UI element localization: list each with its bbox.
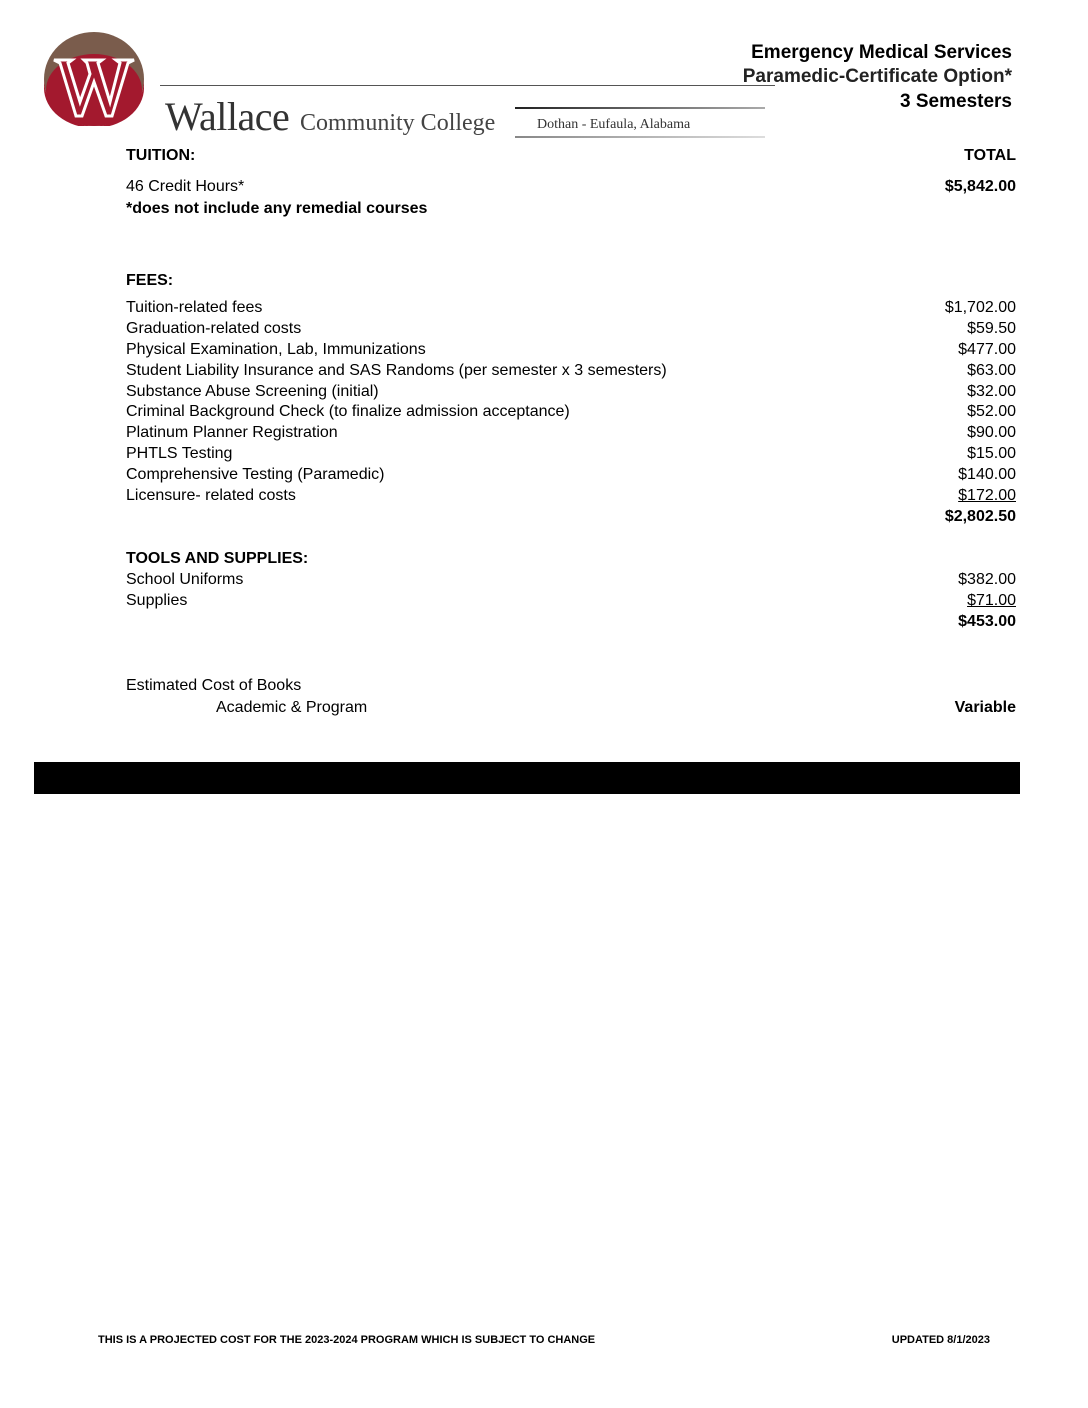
fee-row	[126, 464, 1016, 485]
books-sub-row	[126, 697, 1016, 718]
fee-amount: $1,702.00	[944, 299, 1016, 316]
fee-label: PHTLS Testing	[126, 445, 233, 462]
logo-divider-bottom	[515, 136, 765, 138]
fee-amount: $52.00	[967, 403, 1016, 420]
books-sub-label: Academic & Program	[216, 699, 368, 716]
fee-label: Tuition-related fees	[126, 299, 263, 316]
fee-row	[126, 485, 1016, 506]
tool-row	[126, 569, 1016, 590]
fee-row	[126, 381, 1016, 402]
tuition-note: *does not include any remedial courses	[126, 200, 428, 217]
total-column-label: TOTAL	[964, 147, 1016, 164]
tools-heading-row	[126, 548, 1016, 569]
fee-amount: $140.00	[958, 466, 1016, 483]
tool-row	[126, 590, 1016, 611]
college-logo-icon	[44, 32, 144, 126]
redaction-bar	[34, 762, 1020, 794]
footer-disclaimer: THIS IS A PROJECTED COST FOR THE 2023-2024 PROGRAM WHICH IS SUBJECT TO CHANGE	[98, 1334, 596, 1346]
books-value: Variable	[954, 699, 1016, 716]
fee-row	[126, 422, 1016, 443]
fees-subtotal: $2,802.50	[944, 508, 1016, 525]
fee-label: Criminal Background Check (to finalize admission acceptance)	[126, 403, 570, 420]
credit-hours-amount: $5,842.00	[944, 178, 1016, 195]
fee-amount: $59.50	[967, 320, 1016, 337]
fee-label: Graduation-related costs	[126, 320, 302, 337]
tool-label: Supplies	[126, 592, 188, 609]
tuition-header-row	[126, 145, 1016, 166]
fee-row	[126, 401, 1016, 422]
tuition-note-row	[126, 198, 1016, 219]
program-option: Paramedic-Certificate Option*	[742, 66, 1012, 87]
logo-community-college-text: Community College	[300, 110, 496, 136]
fee-amount: $32.00	[967, 383, 1016, 400]
tools-heading: TOOLS AND SUPPLIES:	[126, 550, 309, 567]
fees-heading: FEES:	[126, 272, 174, 289]
fees-subtotal-row	[126, 506, 1016, 527]
fee-label: Platinum Planner Registration	[126, 424, 338, 441]
fee-label: Physical Examination, Lab, Immunizations	[126, 341, 426, 358]
books-row	[126, 675, 1016, 696]
fee-amount: $477.00	[958, 341, 1016, 358]
credit-hours-label: 46 Credit Hours*	[126, 178, 245, 195]
fee-label: Licensure- related costs	[126, 487, 296, 504]
program-title: Emergency Medical Services	[751, 42, 1012, 63]
fee-row	[126, 443, 1016, 464]
logo-divider-right	[515, 107, 765, 109]
fee-label: Student Liability Insurance and SAS Randoms (per semester x 3 semesters)	[126, 362, 667, 379]
fee-row	[126, 360, 1016, 381]
logo-wallace-text: Wallace	[165, 94, 290, 139]
books-label: Estimated Cost of Books	[126, 677, 302, 694]
tools-subtotal: $453.00	[958, 613, 1016, 630]
tool-amount: $382.00	[958, 571, 1016, 588]
tuition-credit-row	[126, 176, 1016, 197]
fee-label: Substance Abuse Screening (initial)	[126, 383, 379, 400]
fee-amount: $90.00	[967, 424, 1016, 441]
tools-subtotal-row	[126, 611, 1016, 632]
fee-row	[126, 297, 1016, 318]
fees-heading-row	[126, 270, 1016, 291]
logo-location-text: Dothan - Eufaula, Alabama	[537, 117, 691, 132]
fee-row	[126, 339, 1016, 360]
footer-updated: UPDATED 8/1/2023	[891, 1334, 990, 1346]
program-duration: 3 Semesters	[900, 91, 1012, 112]
tool-amount: $71.00	[967, 592, 1016, 609]
tool-label: School Uniforms	[126, 571, 244, 588]
tuition-heading: TUITION:	[126, 147, 196, 164]
fee-amount: $63.00	[967, 362, 1016, 379]
fee-amount: $15.00	[967, 445, 1016, 462]
fee-label: Comprehensive Testing (Paramedic)	[126, 466, 385, 483]
fee-amount: $172.00	[958, 487, 1016, 504]
logo-divider-top	[160, 85, 775, 86]
fee-row	[126, 318, 1016, 339]
